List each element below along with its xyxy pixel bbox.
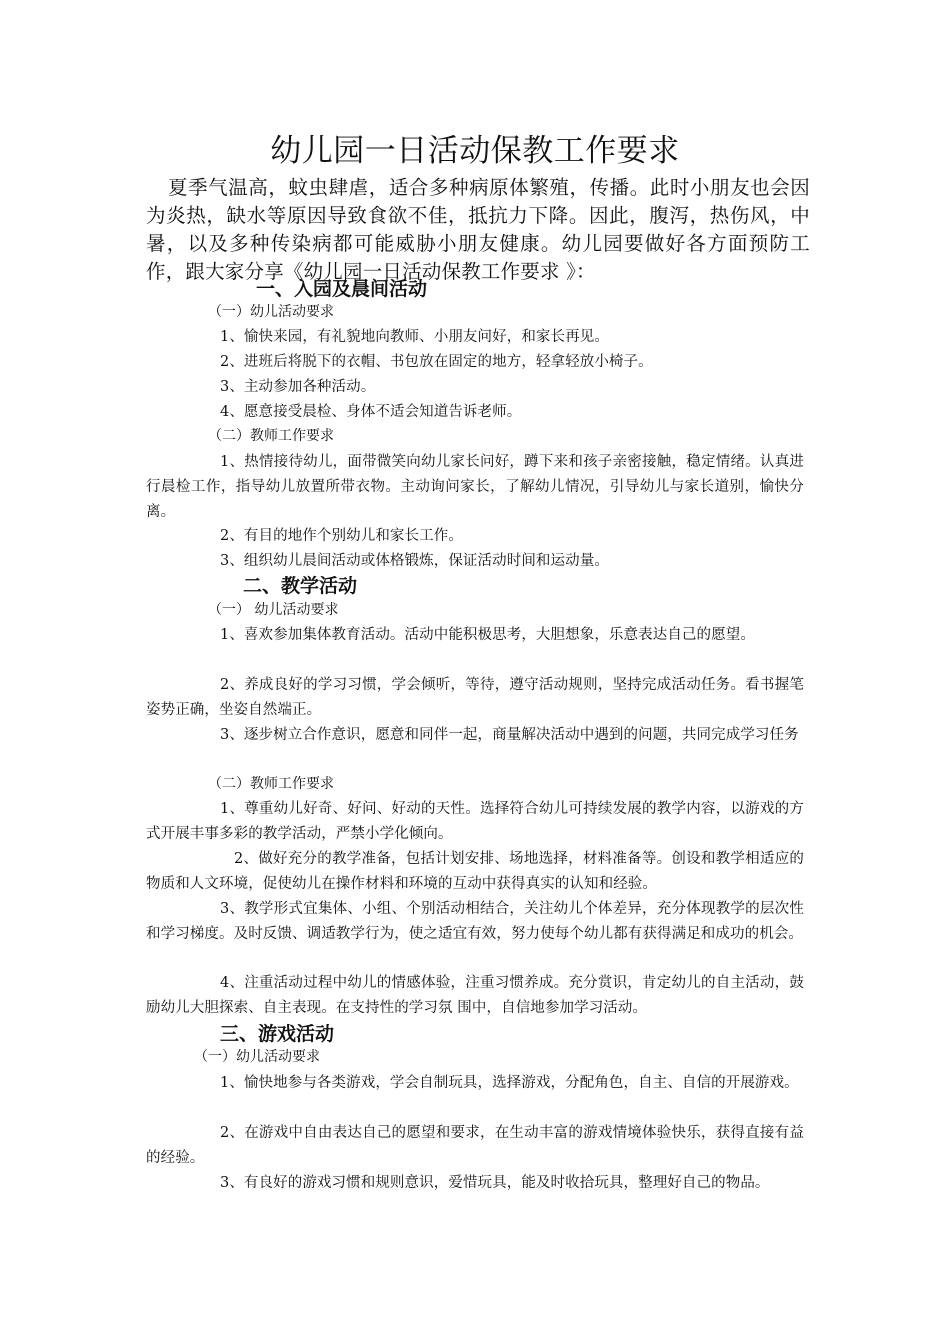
list-item: 2、做好充分的教学准备，包括计划安排、场地选择，材料准备等。创设和教学相适应的物质和人文环境，促使幼儿在操作材料和环境的互动中获得真实的认知和经验。 — [146, 851, 804, 892]
list-item: 2、有目的地作个别幼儿和家长工作。 — [220, 528, 463, 544]
subsection-heading: （一） 幼儿活动要求 — [208, 602, 339, 618]
list-item: 2、进班后将脱下的衣帽、书包放在固定的地方，轻拿轻放小椅子。 — [220, 354, 653, 370]
list-item: 3、逐步树立合作意识，愿意和同伴一起，商量解决活动中遇到的问题，共同完成学习任务 — [220, 727, 799, 743]
list-item: 3、主动参加各种活动。 — [220, 379, 376, 395]
list-item: 4、注重活动过程中幼儿的情感体验，注重习惯养成。充分赏识，肯定幼儿的自主活动，鼓励幼儿大胆探索、自主表现。在支持性的学习氛 围中，自信地参加学习活动。 — [146, 975, 804, 1016]
section-heading: 一、入园及晨间活动 — [256, 278, 428, 300]
list-item: 3、教学形式宜集体、小组、个别活动相结合，关注幼儿个体差异，充分体现教学的层次性和学习梯度。及时反馈、调适教学行为，使之适宜有效，努力使每个幼儿都有获得满足和成功的机会。 — [146, 901, 804, 942]
list-item: 1、热情接待幼儿，面带微笑向幼儿家长问好，蹲下来和孩子亲密接触，稳定情绪。认真进行晨检工作，指导幼儿放置所带衣物。主动询问家长，了解幼儿情况，引导幼儿与家长道别，愉快分离。 — [146, 454, 804, 520]
subsection-heading: （二）教师工作要求 — [208, 776, 334, 792]
section-heading: 二、教学活动 — [243, 575, 358, 597]
list-item: 3、组织幼儿晨间活动或体格锻炼，保证活动时间和运动量。 — [220, 553, 609, 569]
list-item: 1、愉快地参与各类游戏，学会自制玩具，选择游戏，分配角色，自主、自信的开展游戏。 — [220, 1075, 799, 1091]
subsection-heading: （一）幼儿活动要求 — [194, 1049, 320, 1065]
list-item: 1、尊重幼儿好奇、好问、好动的天性。选择符合幼儿可持续发展的教学内容，以游戏的方式开展丰事多彩的教学活动，严禁小学化倾向。 — [146, 801, 804, 842]
list-item: 3、有良好的游戏习惯和规则意识，爱惜玩具，能及时收拾玩具，整理好自己的物品。 — [220, 1175, 770, 1191]
list-item: 1、喜欢参加集体教育活动。活动中能积极思考，大胆想象，乐意表达自己的愿望。 — [220, 627, 755, 643]
list-item: 2、在游戏中自由表达自己的愿望和要求，在生动丰富的游戏情境体验快乐，获得直接有益的经验。 — [146, 1125, 804, 1166]
list-item: 4、愿意接受晨检、身体不适会知道告诉老师。 — [220, 404, 522, 420]
subsection-heading: （二）教师工作要求 — [208, 428, 334, 444]
document-title: 幼儿园一日活动保教工作要求 — [270, 133, 680, 169]
list-item: 2、养成良好的学习习惯，学会倾听，等待，遵守活动规则，坚持完成活动任务。看书握笔姿势正确，坐姿自然端正。 — [146, 677, 804, 718]
subsection-heading: （一）幼儿活动要求 — [208, 304, 334, 320]
section-heading: 三、游戏活动 — [220, 1023, 335, 1045]
intro-paragraph: 夏季气温高，蚊虫肆虐，适合多种病原体繁殖，传播。此时小朋友也会因为炎热，缺水等原因导致食欲不佳，抵抗力下降。因此，腹泻，热伤风，中暑，以及多种传染病都可能威胁小朋友健康。幼儿园要做好各方面预防工作，跟大家分享《幼儿园一日活动保教工作要求 》： — [146, 176, 810, 283]
list-item: 1、愉快来园，有礼貌地向教师、小朋友问好，和家长再见。 — [220, 329, 609, 345]
